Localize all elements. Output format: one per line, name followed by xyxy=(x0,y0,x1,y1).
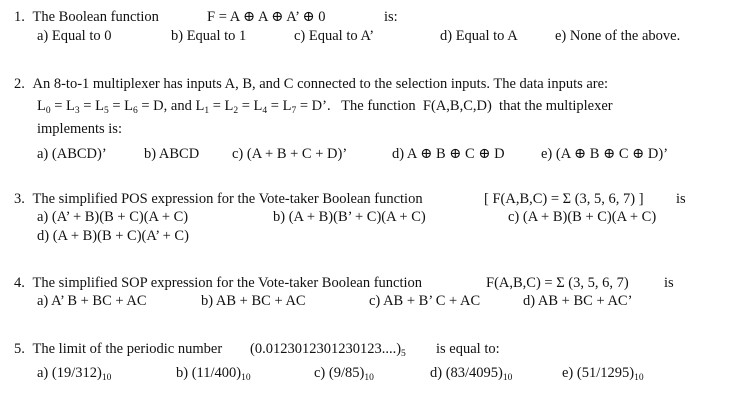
q1-option-c: c) Equal to A’ xyxy=(294,28,375,44)
q2-option-c: c) (A + B + C + D)’ xyxy=(232,146,348,162)
question-2-line1 xyxy=(14,76,608,93)
question-text: An 8-to-1 multiplexer has inputs A, B, and C connected to the selection inputs. The data inputs are: xyxy=(32,76,609,92)
question-4-function: F(A,B,C) = Σ (3, 5, 6, 7) xyxy=(486,275,629,291)
q1-option-e: e) None of the above. xyxy=(555,28,681,44)
q5-option-d: d) $(83/4095)_{10}$ xyxy=(430,365,513,383)
q1-option-b: b) Equal to 1 xyxy=(171,28,247,44)
question-text: The limit of the periodic number xyxy=(32,341,223,357)
q3-option-b: b) (A + B)(B’ + C)(A + C) xyxy=(273,209,426,225)
question-text: The simplified SOP expression for the Vote-taker Boolean function xyxy=(32,275,423,291)
q4-option-a: a) A’ B + BC + AC xyxy=(37,293,147,309)
q1-option-d: d) Equal to A xyxy=(440,28,518,44)
question-5-line1 xyxy=(14,341,222,358)
question-1-stem xyxy=(14,9,159,26)
question-2-line3: implements is: xyxy=(37,121,122,137)
question-1-tail: is: xyxy=(384,9,398,25)
q2-option-b: b) ABCD xyxy=(144,146,200,162)
question-3-function: [ F(A,B,C) = Σ (3, 5, 6, 7) ] xyxy=(484,191,644,207)
question-5-tail: is equal to: xyxy=(436,341,500,357)
q3-option-c: c) (A + B)(B + C)(A + C) xyxy=(508,209,657,225)
question-text: The simplified POS expression for the Vote-taker Boolean function xyxy=(32,191,423,207)
question-4-line1 xyxy=(14,275,422,292)
q5-option-e: e) $(51/1295)_{10}$ xyxy=(562,365,644,383)
q3-option-d: d) (A + B)(B + C)(A’ + C) xyxy=(37,228,189,244)
question-text: The Boolean function xyxy=(32,9,159,25)
q5-option-c: c) $(9/85)_{10}$ xyxy=(314,365,374,383)
question-number: 4. xyxy=(14,275,25,291)
question-4-tail: is xyxy=(664,275,674,291)
q4-option-d: d) AB + BC + AC’ xyxy=(523,293,633,309)
question-number: 5. xyxy=(14,341,25,357)
q4-option-c: c) AB + B’ C + AC xyxy=(369,293,481,309)
q1-option-a: a) Equal to 0 xyxy=(37,28,112,44)
question-number: 1. xyxy=(14,9,25,25)
question-3-line1 xyxy=(14,191,423,208)
question-1-formula: F = A ⊕ A ⊕ A’ ⊕ 0 xyxy=(207,9,326,25)
q2-option-e: e) (A ⊕ B ⊕ C ⊕ D)’ xyxy=(541,146,669,162)
question-3-tail: is xyxy=(676,191,686,207)
q5-option-a: a) $(19/312)_{10}$ xyxy=(37,365,112,383)
q2-option-a: a) (ABCD)’ xyxy=(37,146,107,162)
q3-option-a: a) (A’ + B)(B + C)(A + C) xyxy=(37,209,189,225)
question-5-number: $(0.0123012301230123....)_5$ xyxy=(250,341,406,359)
q4-option-b: b) AB + BC + AC xyxy=(201,293,306,309)
q5-option-b: b) $(11/400)_{10}$ xyxy=(176,365,251,383)
question-2-line2: $L_0 = L_3 = L_5 = L_6 = D$, and $L_1 = L_2 = L_4 = L_7 = D$’. The function F(A,B,C,D) that the multiplexer xyxy=(37,98,613,116)
question-number: 2. xyxy=(14,76,25,92)
question-number: 3. xyxy=(14,191,25,207)
q2-option-d: d) A ⊕ B ⊕ C ⊕ D xyxy=(392,146,505,162)
